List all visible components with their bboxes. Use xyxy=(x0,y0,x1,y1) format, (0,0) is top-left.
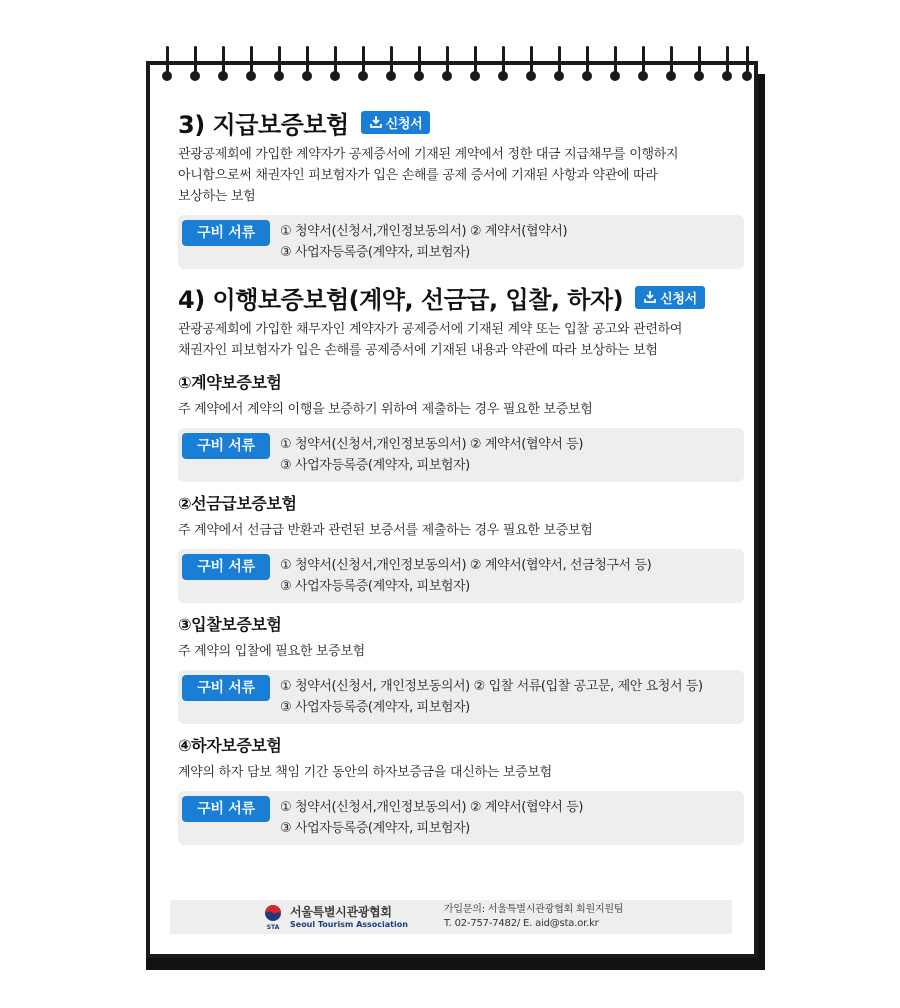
required-documents-box xyxy=(178,791,744,845)
subsection-description: 주 계약의 입찰에 필요한 보증보험 xyxy=(178,644,365,659)
subsection-title: ④하자보증보험 xyxy=(178,736,282,755)
description-line: 관광공제회에 가입한 계약자가 공제증서에 기재된 계약에서 정한 대금 지급채무를 이행하지 xyxy=(178,147,679,162)
binding-ring xyxy=(442,46,452,82)
document-line: ① 청약서(신청서,개인정보동의서) ② 계약서(협약서) xyxy=(280,224,568,239)
required-documents-box xyxy=(178,215,744,269)
binding-ring xyxy=(246,46,256,82)
required-documents-badge: 구비 서류 xyxy=(182,220,270,246)
required-documents-list xyxy=(280,433,583,476)
footer xyxy=(170,900,732,934)
required-documents-badge: 구비 서류 xyxy=(182,796,270,822)
description-line: 아니함으로써 채권자인 피보험자가 입은 손해를 공제 증서에 기재된 사항과 약관에 따라 xyxy=(178,168,658,183)
document-line: ③ 사업자등록증(계약자, 피보험자) xyxy=(280,821,470,836)
section-description xyxy=(178,144,748,207)
description-line: 보상하는 보험 xyxy=(178,189,256,204)
subsection-title: ①계약보증보험 xyxy=(178,373,282,392)
description-line: 관광공제회에 가입한 채무자인 계약자가 공제증서에 기재된 계약 또는 입찰 공고와 관련하여 xyxy=(178,322,683,337)
document-line: ③ 사업자등록증(계약자, 피보험자) xyxy=(280,700,470,715)
document-line: ① 청약서(신청서,개인정보동의서) ② 계약서(협약서 등) xyxy=(280,437,584,452)
description-line: 채권자인 피보험자가 입은 손해를 공제증서에 기재된 내용과 약관에 따라 보상하는 보험 xyxy=(178,343,658,358)
document-line: ① 청약서(신청서,개인정보동의서) ② 계약서(협약서, 선금청구서 등) xyxy=(280,558,652,573)
binding-ring xyxy=(414,46,424,82)
required-documents-badge: 구비 서류 xyxy=(182,554,270,580)
contact-info xyxy=(444,903,623,931)
download-icon xyxy=(643,290,657,304)
section-title-performance-guarantee xyxy=(178,279,748,315)
binding-ring xyxy=(302,46,312,82)
document-line: ③ 사업자등록증(계약자, 피보험자) xyxy=(280,458,470,473)
subsection-title: ②선금급보증보험 xyxy=(178,494,297,513)
spiral-binding xyxy=(162,46,752,82)
section-description xyxy=(178,319,748,361)
required-documents-box xyxy=(178,670,744,724)
required-documents-badge: 구비 서류 xyxy=(182,675,270,701)
download-label: 신청서 xyxy=(660,291,697,307)
required-documents-box xyxy=(178,549,744,603)
binding-ring xyxy=(162,46,172,82)
binding-ring xyxy=(274,46,284,82)
org-name-ko: 서울특별시관광협회 xyxy=(290,904,392,919)
binding-ring xyxy=(358,46,368,82)
sta-logo xyxy=(262,904,408,930)
binding-ring xyxy=(742,46,752,82)
subsection-description: 주 계약에서 선금급 반환과 관련된 보증서를 제출하는 경우 필요한 보증보험 xyxy=(178,523,593,538)
subsection-description: 주 계약에서 계약의 이행을 보증하기 위하여 제출하는 경우 필요한 보증보험 xyxy=(178,402,593,417)
binding-ring xyxy=(694,46,704,82)
required-documents-list xyxy=(280,220,567,263)
binding-ring xyxy=(582,46,592,82)
required-documents-list xyxy=(280,675,703,718)
contact-phone-email[interactable]: T. 02-757-7482/ E. aid@sta.or.kr xyxy=(443,918,599,929)
binding-ring xyxy=(722,46,732,82)
binding-ring xyxy=(610,46,620,82)
page-content xyxy=(178,104,748,845)
binding-ring xyxy=(470,46,480,82)
contact-department: 가입문의: 서울특별시관광협회 회원지원팀 xyxy=(443,904,624,915)
org-name-en: Seoul Tourism Association xyxy=(290,919,408,929)
download-label: 신청서 xyxy=(385,116,423,132)
binding-ring xyxy=(386,46,396,82)
binding-ring xyxy=(218,46,228,82)
binding-ring xyxy=(330,46,340,82)
sta-logo-icon xyxy=(262,904,284,930)
subsection-description: 계약의 하자 담보 책임 기간 동안의 하자보증금을 대신하는 보증보험 xyxy=(178,765,552,780)
binding-ring xyxy=(554,46,564,82)
subsection-title: ③입찰보증보험 xyxy=(178,615,282,634)
document-line: ① 청약서(신청서,개인정보동의서) ② 계약서(협약서 등) xyxy=(280,800,584,815)
section-title-text: 3) 지급보증보험 xyxy=(178,110,349,139)
required-documents-list xyxy=(280,796,583,839)
binding-ring xyxy=(638,46,648,82)
svg-text:STA: STA xyxy=(266,924,280,930)
download-application-button[interactable] xyxy=(361,111,431,134)
section-title-text: 4) 이행보증보험(계약, 선금급, 입찰, 하자) xyxy=(178,285,624,314)
binding-ring xyxy=(498,46,508,82)
binding-ring xyxy=(666,46,676,82)
binding-ring xyxy=(190,46,200,82)
download-icon xyxy=(369,115,383,129)
document-line: ③ 사업자등록증(계약자, 피보험자) xyxy=(280,579,470,594)
document-line: ③ 사업자등록증(계약자, 피보험자) xyxy=(280,245,470,260)
required-documents-list xyxy=(280,554,651,597)
document-line: ① 청약서(신청서, 개인정보동의서) ② 입찰 서류(입찰 공고문, 제안 요청서 등) xyxy=(280,679,703,694)
required-documents-badge: 구비 서류 xyxy=(182,433,270,459)
download-application-button[interactable] xyxy=(635,286,705,309)
section-title-payment-guarantee xyxy=(178,104,748,140)
required-documents-box xyxy=(178,428,744,482)
binding-ring xyxy=(526,46,536,82)
